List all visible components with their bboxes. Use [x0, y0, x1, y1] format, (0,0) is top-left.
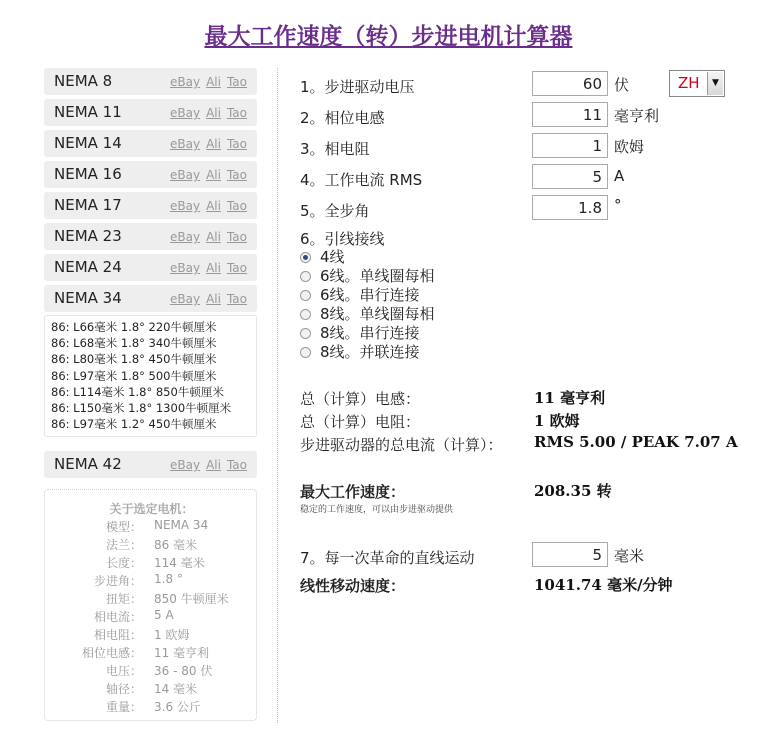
about-row: 相电流： 5 A [93, 608, 174, 624]
resistance-input[interactable]: 1 [532, 133, 608, 158]
language-value: ZH [678, 74, 700, 92]
max-speed-value: 208.35 转 [534, 482, 612, 500]
motor-name: NEMA 24 [54, 258, 122, 276]
ebay-link[interactable]: eBay [169, 458, 201, 472]
radio-icon [300, 290, 311, 301]
ali-link[interactable]: Ali [206, 261, 221, 275]
motor-name: NEMA 23 [54, 227, 122, 245]
about-row: 扭矩： 850 牛顿厘米 [105, 592, 229, 606]
tao-link[interactable]: Tao [226, 261, 247, 275]
column-divider [277, 68, 278, 723]
total-resistance-value: 1 欧姆 [534, 412, 580, 430]
about-row: 重量： 3.6 公斤 [105, 700, 201, 714]
motor-item-nema-23[interactable] [44, 223, 257, 250]
ali-link[interactable]: Ali [206, 168, 221, 182]
motor-name: NEMA 42 [54, 455, 122, 473]
wiring-option[interactable]: 8线。单线圈每相 [300, 303, 435, 324]
motor-name: NEMA 16 [54, 165, 122, 183]
model-option[interactable]: 86: L150毫米 1.8° 1300牛顿厘米 [51, 401, 232, 416]
motor-name: NEMA 11 [54, 103, 122, 121]
tao-link[interactable]: Tao [226, 230, 247, 244]
ali-link[interactable]: Ali [206, 137, 221, 151]
total-current-label: 步进驱动器的总电流（计算）： [300, 436, 503, 454]
motor-item-nema-34[interactable] [44, 285, 257, 312]
ali-link[interactable]: Ali [206, 292, 221, 306]
inductance-input[interactable]: 11 [532, 102, 608, 127]
linear-motion-input[interactable]: 5 [532, 542, 608, 567]
max-speed-label: 最大工作速度： [300, 483, 406, 501]
tao-link[interactable]: Tao [226, 106, 247, 120]
ali-link[interactable]: Ali [206, 106, 221, 120]
wiring-option[interactable]: 6线。单线圈每相 [300, 265, 435, 286]
linear-speed-label: 线性移动速度： [300, 577, 406, 595]
radio-icon [300, 328, 311, 339]
step-angle-unit: ° [614, 196, 622, 214]
language-select[interactable] [669, 70, 725, 97]
model-option[interactable]: 86: L97毫米 1.2° 450牛顿厘米 [51, 417, 217, 432]
motor-name: NEMA 34 [54, 289, 122, 307]
model-option[interactable]: 86: L68毫米 1.8° 340牛顿厘米 [51, 336, 217, 351]
about-row: 模型： NEMA 34 [105, 518, 209, 534]
about-row: 步进角： 1.8 ° [93, 572, 183, 588]
radio-icon [300, 271, 311, 282]
linear-speed-value: 1041.74 毫米/分钟 [534, 576, 673, 594]
ali-link[interactable]: Ali [206, 458, 221, 472]
wiring-option[interactable]: 6线。串行连接 [300, 284, 420, 305]
step-angle-label: 5。全步角 [300, 202, 370, 220]
motor-name: NEMA 8 [54, 72, 113, 90]
current-unit: A [614, 167, 625, 185]
total-current-value: RMS 5.00 / PEAK 7.07 A [534, 433, 738, 451]
inductance-label: 2。相位电感 [300, 109, 385, 127]
voltage-unit: 伏 [614, 76, 630, 94]
voltage-input[interactable]: 60 [532, 71, 608, 96]
wiring-option[interactable]: 8线。串行连接 [300, 322, 420, 343]
radio-selected-icon [300, 252, 311, 263]
about-row: 长度： 114 毫米 [105, 556, 205, 570]
inductance-unit: 毫亨利 [614, 107, 660, 125]
linear-motion-unit: 毫米 [614, 547, 645, 565]
tao-link[interactable]: Tao [226, 458, 247, 472]
ali-link[interactable]: Ali [206, 199, 221, 213]
ebay-link[interactable]: eBay [169, 292, 201, 306]
step-angle-input[interactable]: 1.8 [532, 195, 608, 220]
about-row: 电压： 36 - 80 伏 [105, 664, 213, 678]
motor-item-nema-14[interactable] [44, 130, 257, 157]
about-heading: 关于选定电机： [109, 502, 194, 516]
ebay-link[interactable]: eBay [169, 137, 201, 151]
motor-name: NEMA 17 [54, 196, 122, 214]
max-speed-note: 稳定的工作速度，可以由步进驱动提供 [300, 505, 454, 515]
motor-item-nema-42[interactable] [44, 451, 257, 478]
current-label: 4。工作电流 RMS [300, 171, 423, 189]
model-option[interactable]: 86: L97毫米 1.8° 500牛顿厘米 [51, 368, 217, 383]
motor-item-nema-16[interactable] [44, 161, 257, 188]
chevron-down-icon: ▼ [707, 72, 723, 95]
voltage-label: 1。步进驱动电压 [300, 78, 415, 96]
linear-motion-label: 7。每一次革命的直线运动 [300, 549, 475, 567]
selected-motor-panel [44, 489, 257, 721]
radio-icon [300, 309, 311, 320]
motor-item-nema-17[interactable] [44, 192, 257, 219]
total-resistance-label: 总（计算）电阻： [300, 413, 421, 431]
model-option[interactable]: 86: L66毫米 1.8° 220牛顿厘米 [51, 320, 217, 334]
ebay-link[interactable]: eBay [169, 199, 201, 213]
ali-link[interactable]: Ali [206, 75, 221, 89]
about-row: 相位电感： 11 毫亨利 [81, 646, 210, 660]
model-option[interactable]: 86: L114毫米 1.8° 850牛顿厘米 [51, 384, 224, 399]
page-title[interactable]: 最大工作速度（转）步进电机计算器 [204, 23, 573, 50]
nema34-model-list [44, 315, 257, 437]
motor-item-nema-24[interactable] [44, 254, 257, 281]
about-row: 相电阻： 1 欧姆 [93, 628, 190, 642]
tao-link[interactable]: Tao [226, 137, 247, 151]
tao-link[interactable]: Tao [226, 199, 247, 213]
ebay-link[interactable]: eBay [169, 168, 201, 182]
radio-icon [300, 347, 311, 358]
ebay-link[interactable]: eBay [169, 261, 201, 275]
resistance-unit: 欧姆 [614, 138, 645, 156]
model-option[interactable]: 86: L80毫米 1.8° 450牛顿厘米 [51, 352, 217, 367]
resistance-label: 3。相电阻 [300, 140, 370, 158]
about-row: 法兰： 86 毫米 [105, 538, 198, 552]
ebay-link[interactable]: eBay [169, 230, 201, 244]
wiring-option[interactable]: 8线。并联连接 [300, 341, 420, 362]
ebay-link[interactable]: eBay [169, 106, 201, 120]
current-input[interactable]: 5 [532, 164, 608, 189]
total-inductance-value: 11 毫亨利 [534, 389, 606, 407]
tao-link[interactable]: Tao [226, 75, 247, 89]
wiring-option[interactable]: 4线 [300, 246, 345, 267]
motor-item-nema-11[interactable] [44, 99, 257, 126]
tao-link[interactable]: Tao [226, 292, 247, 306]
wiring-label: 6。引线接线 [300, 230, 385, 248]
motor-item-nema-8[interactable] [44, 68, 257, 95]
ebay-link[interactable]: eBay [169, 75, 201, 89]
total-inductance-label: 总（计算）电感： [300, 390, 421, 408]
tao-link[interactable]: Tao [226, 168, 247, 182]
motor-name: NEMA 14 [54, 134, 122, 152]
about-row: 轴径： 14 毫米 [105, 682, 198, 696]
ali-link[interactable]: Ali [206, 230, 221, 244]
